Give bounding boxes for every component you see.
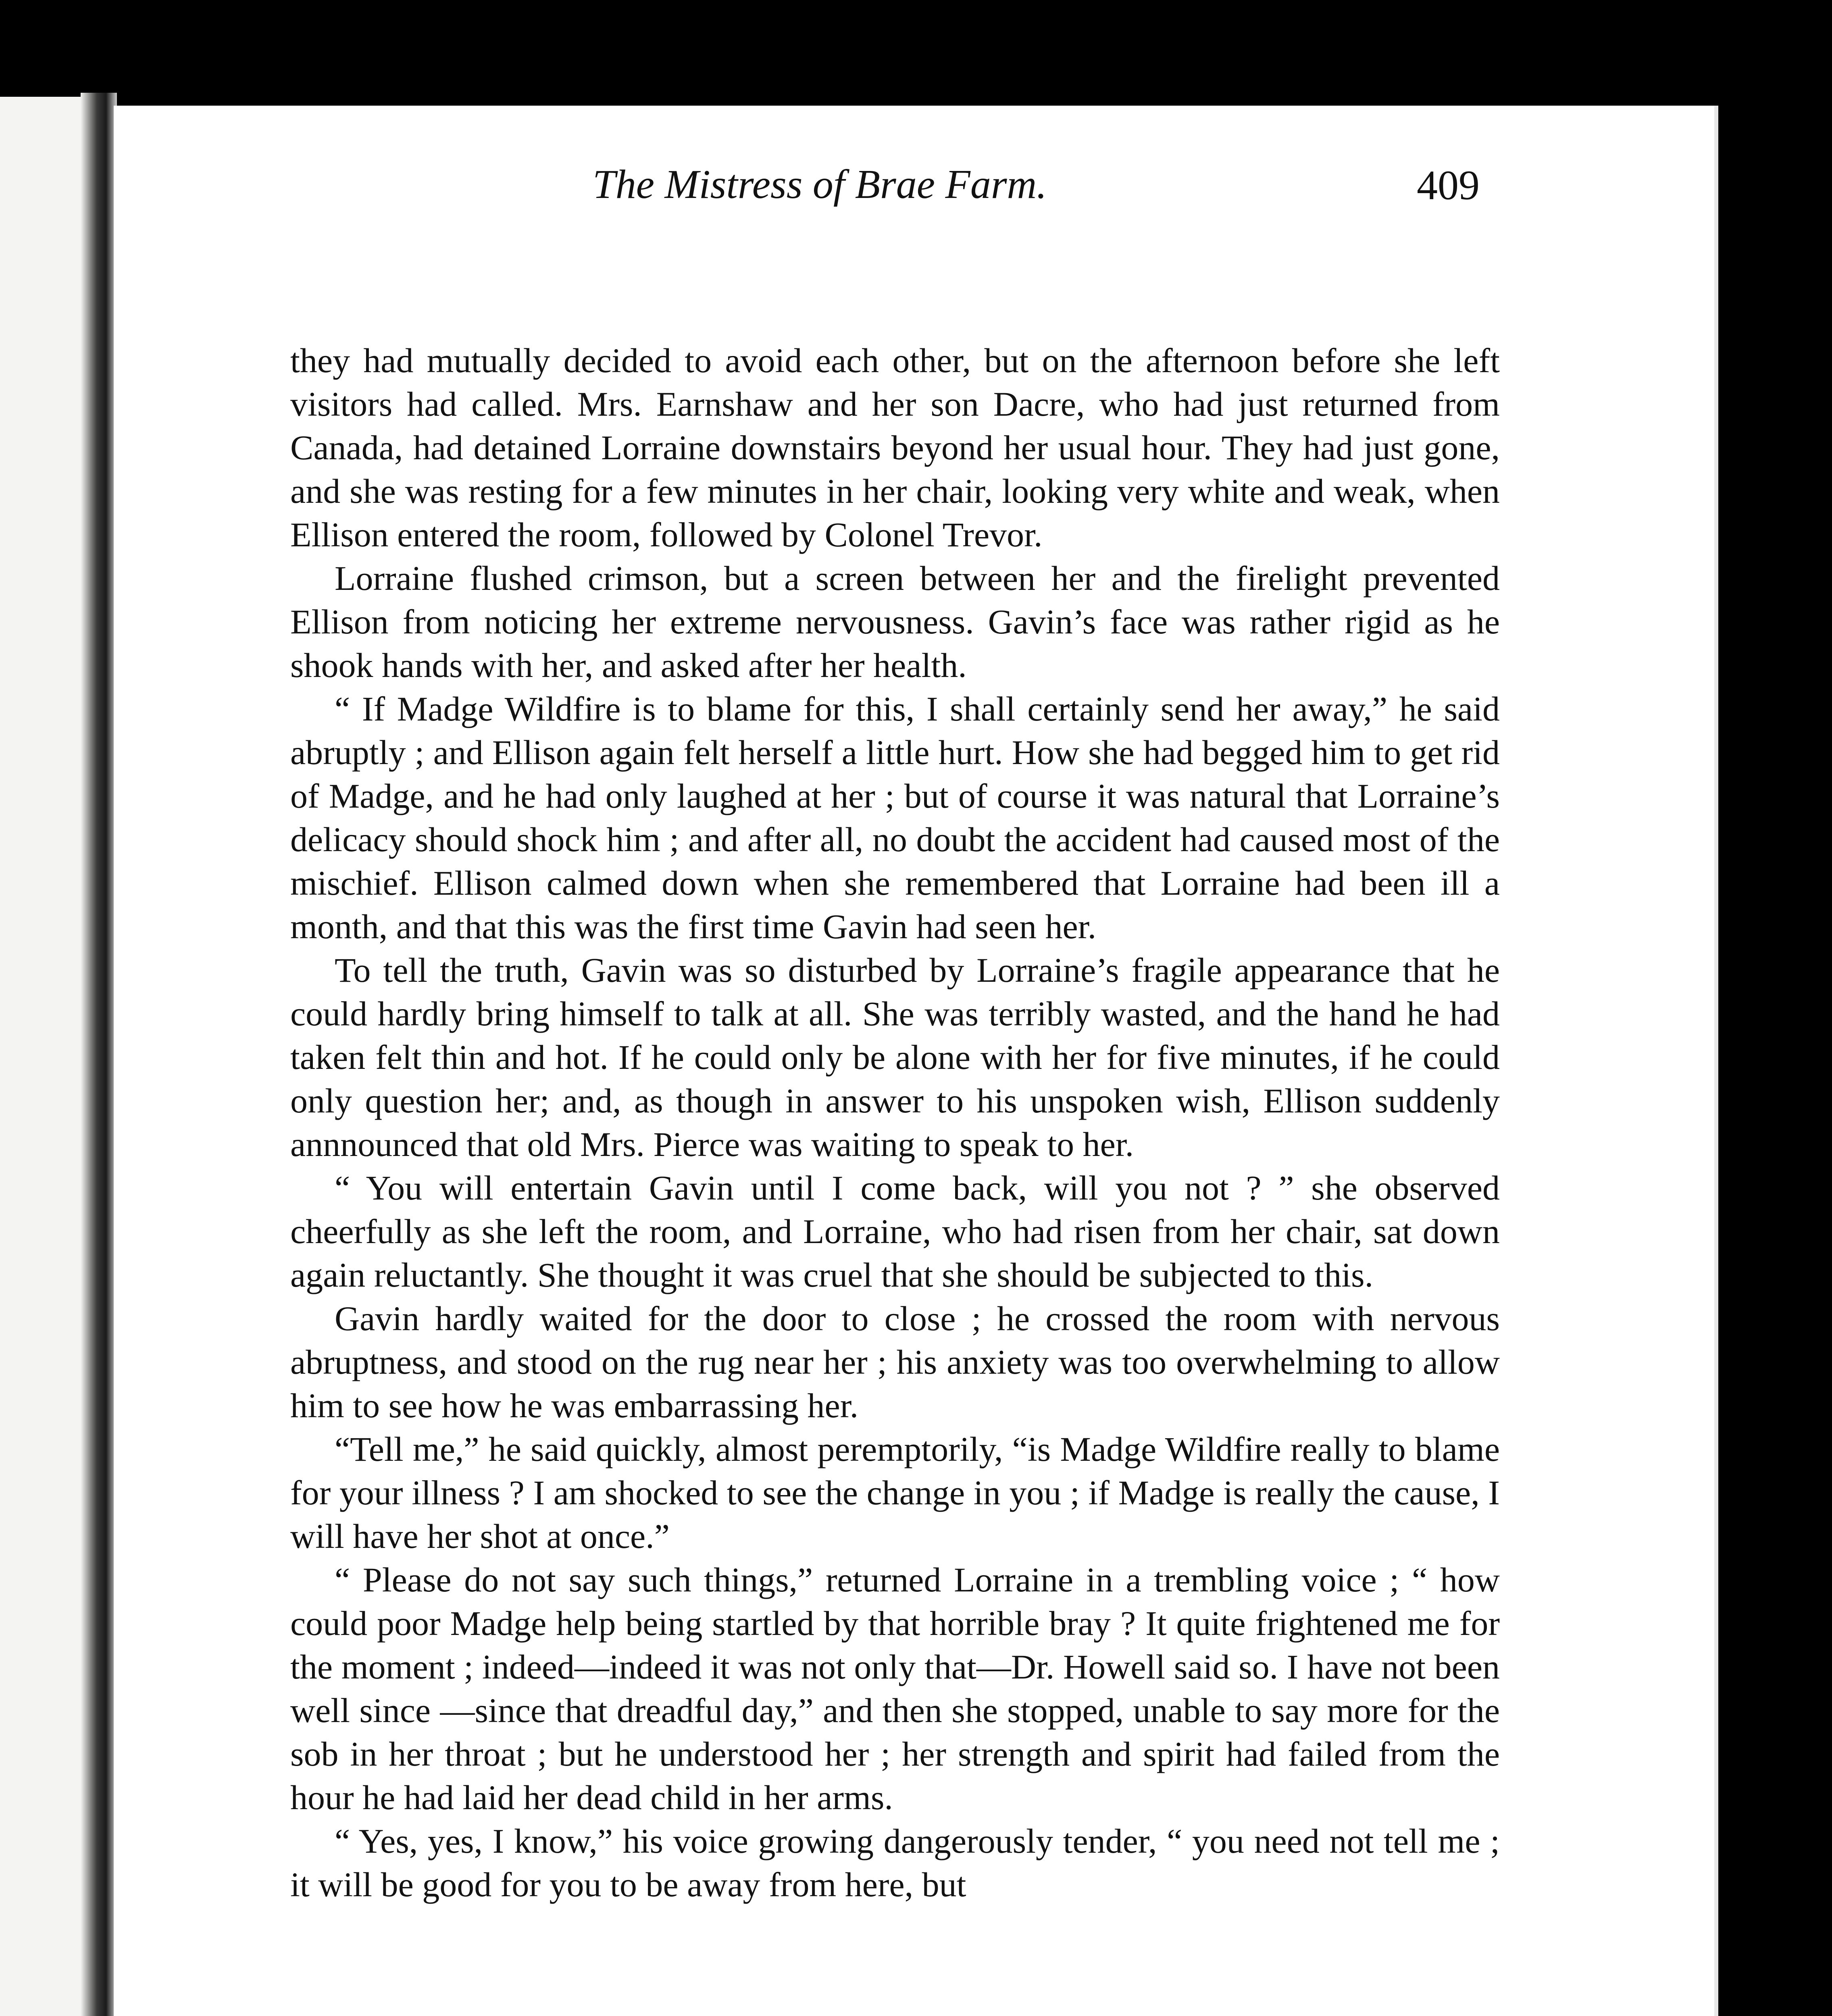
- paragraph-7: “Tell me,” he said quickly, almost peremptorily, “is Madge Wildfire really to blame for your illness ? I am shocked to see the change in you ; if Madge is really the cause, I will have her shot at once.”: [290, 1430, 1500, 1556]
- paragraph-5: “ You will entertain Gavin until I come back, will you not ? ” she observed cheerfully as she left the room, and Lorraine, who had risen from her chair, sat down again reluctantly. She thought it was cruel that she should be subjected to this.: [290, 1168, 1500, 1294]
- paragraph-1: they had mutually decided to avoid each other, but on the afternoon before she left visitors had called. Mrs. Earnshaw and her son Dacre, who had just returned from Canada, had detained Lorraine downstairs beyond her usual hour. They had just gone, and she was resting for a few minutes in her chair, looking very white and weak, when Ellison entered the room, followed by Colonel Trevor.: [290, 341, 1500, 554]
- paragraph-3: “ If Madge Wildfire is to blame for this, I shall certainly send her away,” he said abruptly ; and Ellison again felt herself a little hurt. How she had begged him to get rid of Madge, and he had only laughed at her ; but of course it was natural that Lorraine’s delicacy should shock him ; and after all, no doubt the accident had caused most of the mischief. Ellison calmed down when she remembered that Lorraine had been ill a month, and that this was the first time Gavin had seen her.: [290, 689, 1500, 946]
- paragraph-4: To tell the truth, Gavin was so disturbed by Lorraine’s fragile appearance that he could hardly bring himself to talk at all. She was terribly wasted, and the hand he had taken felt thin and hot. If he could only be alone with her for five minutes, if he could only question her; and, as though in answer to his unspoken wish, Ellison suddenly annnounced that old Mrs. Pierce was waiting to speak to her.: [290, 951, 1500, 1164]
- book-gutter: [81, 93, 117, 2016]
- running-head-title: The Mistress of Brae Farm.: [593, 162, 1047, 207]
- body-text: [290, 339, 1500, 2016]
- page-number: 409: [1417, 162, 1480, 208]
- paragraph-9: “ Yes, yes, I know,” his voice growing dangerously tender, “ you need not tell me ; it will be good for you to be away from here, but: [290, 1822, 1500, 1904]
- paragraph-2: Lorraine flushed crimson, but a screen between her and the firelight prevented Ellison from noticing her extreme nervousness. Gavin’s face was rather rigid as he shook hands with her, and asked after her health.: [290, 559, 1500, 685]
- paragraph-6: Gavin hardly waited for the door to close ; he crossed the room with nervous abruptness, and stood on the rug near her ; his anxiety was too overwhelming to allow him to see how he was embarrassing her.: [290, 1299, 1500, 1425]
- paragraph-8: “ Please do not say such things,” returned Lorraine in a trembling voice ; “ how could poor Madge help being startled by that horrible bray ? It quite frightened me for the moment ; indeed—indeed it was not only that—Dr. Howell said so. I have not been well since —since that dreadful day,” and then she stopped, unable to say more for the sob in her throat ; but he understood her ; her strength and spirit had failed from the hour he had laid her dead child in her arms.: [290, 1560, 1500, 1817]
